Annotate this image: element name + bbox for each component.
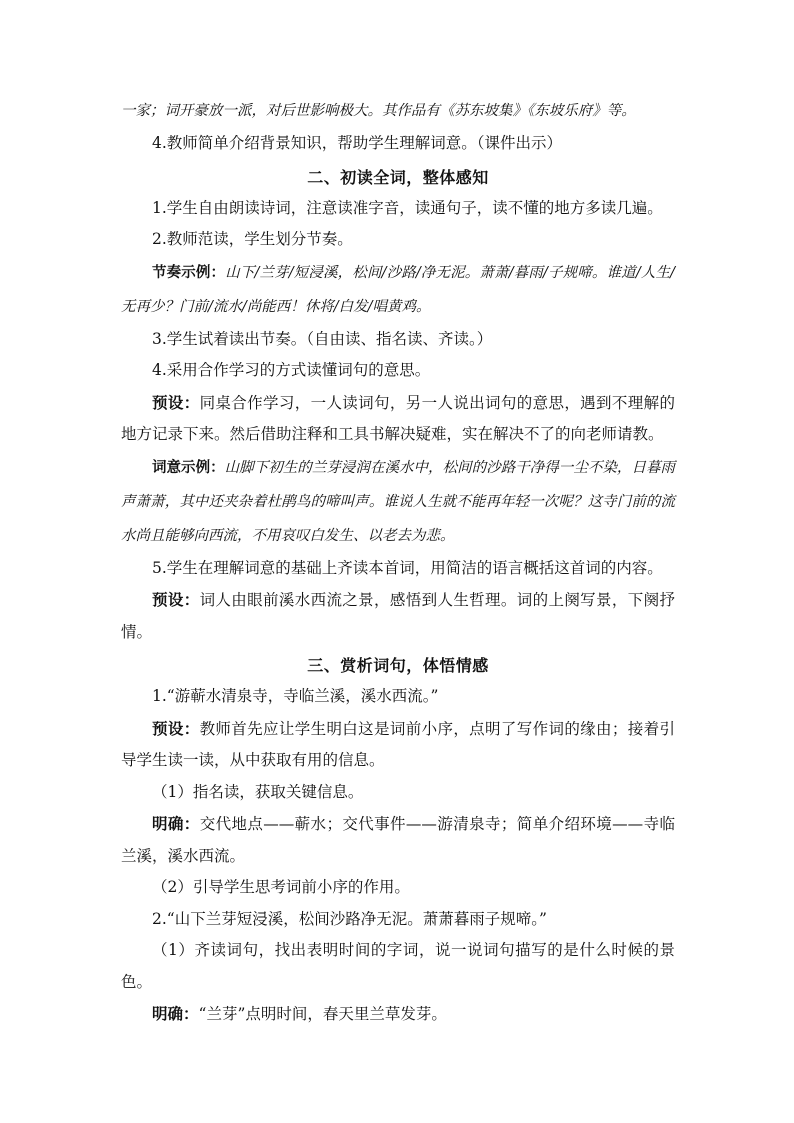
clarify-1-label: 明确： xyxy=(152,814,200,833)
document-body xyxy=(121,94,675,1031)
meaning-label: 词意示例： xyxy=(152,458,225,476)
s3-sub-1: （1）指名读，获取关键信息。 xyxy=(152,782,364,801)
clarify-2-label: 明确： xyxy=(152,1004,199,1023)
step-background-intro: 4.教师简单介绍背景知识，帮助学生理解词意。（课件出示） xyxy=(152,134,563,152)
preset-1-text: 同桌合作学习，一人读词句，另一人说出词句的意思，遇到不理解的地方记录下来。然后借助注释和工具书解决疑难，实在解决不了的向老师请教。 xyxy=(121,393,675,443)
s3-preset-label: 预设： xyxy=(152,718,200,738)
meaning-text: 山脚下初生的兰芽浸润在溪水中，松间的沙路干净得一尘不染，日暮雨声萧萧，其中还夹杂着杜鹃鸟的啼叫声。谁说人生就不能再年轻一次呢？这寺门前的流水尚且能够向西流，不用哀叹白发生、以老去为悲。 xyxy=(121,459,676,544)
preset-1 xyxy=(121,387,675,451)
s2-item-4: 4.采用合作学习的方式读懂词句的意思。 xyxy=(152,361,431,379)
s2-item-3: 3.学生试着读出节奏。（自由读、指名读、齐读。） xyxy=(152,329,493,348)
rhythm-example xyxy=(121,256,675,324)
s3-sub-2: （2）引导学生思考词前小序的作用。 xyxy=(152,878,410,896)
clarify-1-text: 交代地点——蕲水；交代事件——游清泉寺；简单介绍环境——寺临兰溪，溪水西流。 xyxy=(121,815,675,865)
clarify-2-text: “兰芽”点明时间，春天里兰草发芽。 xyxy=(198,1005,447,1023)
s3-item-1: 1.“游蕲水清泉寺，寺临兰溪，溪水西流。” xyxy=(152,687,439,705)
intro-end-line: 一家；词开豪放一派，对后世影响极大。其作品有《苏东坡集》《东坡乐府》等。 xyxy=(121,103,636,119)
preset-2-text: 词人由眼前溪水西流之景，感悟到人生哲理。词的上阕写景，下阕抒情。 xyxy=(121,591,675,641)
s2-item-5: 5.学生在理解词意的基础上齐读本首词，用简洁的语言概括这首词的内容。 xyxy=(152,558,663,577)
section-3-heading: 三、赏析词句，体悟情感 xyxy=(307,656,489,675)
section-2-heading: 二、初读全词，整体感知 xyxy=(307,167,489,187)
preset-1-label: 预设： xyxy=(152,392,200,412)
s3-preset-text: 教师首先应让学生明白这是词前小序，点明了写作词的缘由；接着引导学生读一读，从中获取有用的信息。 xyxy=(121,719,675,769)
s2-item-1: 1.学生自由朗读诗词，注意读准字音，读通句子，读不懂的地方多读几遍。 xyxy=(152,198,663,217)
rhythm-label: 节奏示例： xyxy=(152,263,226,281)
meaning-example xyxy=(121,451,675,553)
s3-sub-3: （1）齐读词句，找出表明时间的字词，说一说词句描写的是什么时候的景色。 xyxy=(121,941,675,991)
clarify-2 xyxy=(121,998,675,1031)
clarify-1 xyxy=(121,808,675,872)
s3-preset xyxy=(121,713,675,777)
s2-item-2: 2.教师范读，学生划分节奏。 xyxy=(152,230,353,248)
preset-2 xyxy=(121,584,675,648)
s3-item-2: 2.“山下兰芽短浸溪，松间沙路净无泥。萧萧暮雨子规啼。” xyxy=(152,909,547,928)
preset-2-label: 预设： xyxy=(152,590,200,609)
rhythm-text: 山下/兰芽/短浸溪，松间/沙路/净无泥。萧萧/暮雨/子规啼。谁道/人生/无再少？门前/流水/尚能西！休将/白发/唱黄鸡。 xyxy=(121,264,675,315)
